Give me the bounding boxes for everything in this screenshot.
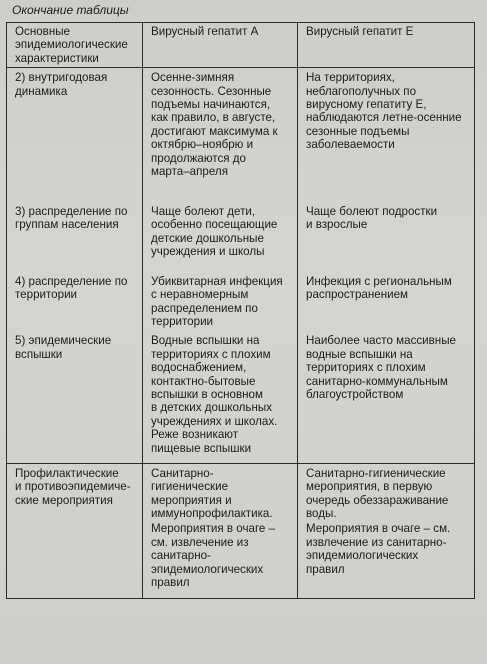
header-hepatitis-a: Вирусный гепатит А: [143, 23, 298, 68]
table-row: [7, 202, 475, 272]
row-label: Профилактические и противоэпидемиче- ские мероприятия: [7, 463, 143, 598]
cell-hepatitis-e: Наиболее часто массивные водные вспышки на территориях с плохим санитарно-коммунальным благоустройством: [298, 331, 475, 463]
header-hepatitis-e: Вирусный гепатит Е: [298, 23, 475, 68]
cell-hepatitis-a: Осенне-зимняя сезонность. Сезонные подъемы начинаются, как правило, в августе, достигают максимума к октябрю–ноябрю и продолжаются до марта–апреля: [143, 68, 298, 202]
cell-hepatitis-e: На территориях, неблагополучных по вирусному гепатиту Е, наблюдаются летне-осенние сезонные подъемы заболеваемости: [298, 68, 475, 202]
cell-paragraph: Мероприятия в очаге – см. извлечение из санитарно- эпидемиологических правил: [306, 522, 451, 576]
row-label: 3) распределение по группам населения: [7, 202, 143, 272]
cell-hepatitis-a: Убиквитарная инфекция с неравномерным распределением по территории: [143, 272, 298, 332]
cell-hepatitis-e: [298, 463, 475, 598]
cell-hepatitis-a: Чаще болеют дети, особенно посещающие детские дошкольные учреждения и школы: [143, 202, 298, 272]
table-row: [7, 463, 475, 598]
row-label: 5) эпидемические вспышки: [7, 331, 143, 463]
table-row: [7, 272, 475, 332]
table-header-row: [7, 23, 475, 68]
row-label: 2) внутригодовая динамика: [7, 68, 143, 202]
cell-paragraph: Мероприятия в очаге – см. извлечение из санитарно- эпидемиологических правил: [151, 522, 276, 590]
cell-hepatitis-e: Инфекция с региональным распространением: [298, 272, 475, 332]
cell-hepatitis-a: [143, 463, 298, 598]
cell-hepatitis-a: Водные вспышки на территориях с плохим водоснабжением, контактно-бытовые вспышки в основном в детских дошкольных учреждениях и школах. Реже возникают пищевые вспышки: [143, 331, 298, 463]
header-characteristics: Основные эпидемиологические характеристики: [7, 23, 143, 68]
cell-hepatitis-e: Чаще болеют подростки и взрослые: [298, 202, 475, 272]
table-row: [7, 331, 475, 463]
cell-paragraph: Санитарно-гигиенические мероприятия, в первую очередь обеззараживание воды.: [306, 466, 449, 521]
epidemiology-table: [6, 22, 475, 599]
cell-paragraph: Санитарно- гигиенические мероприятия и иммунопрофилактика.: [151, 466, 273, 521]
table-caption: Окончание таблицы: [12, 3, 129, 17]
row-label: 4) распределение по территории: [7, 272, 143, 332]
table-row: [7, 68, 475, 202]
